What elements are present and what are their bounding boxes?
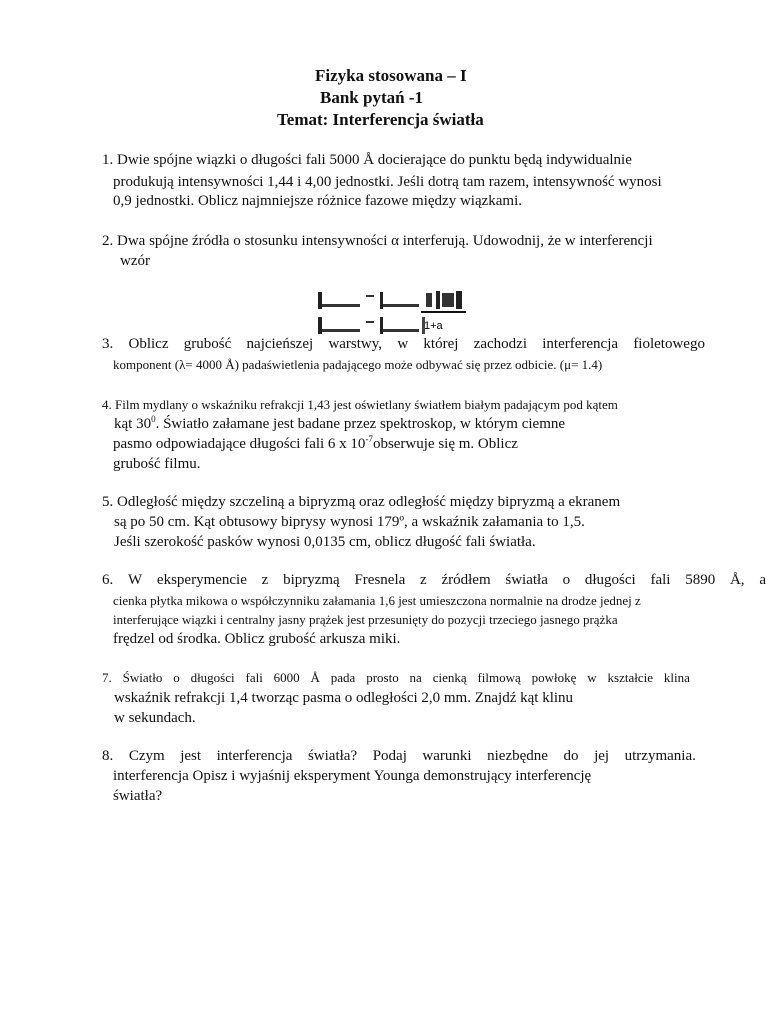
word: 5890 (685, 572, 716, 588)
question-1-line-3: 0,9 jednostki. Oblicz najmniejsze różnice fazowe między wiązkami. (113, 193, 523, 209)
question-6-line-1 (102, 572, 766, 589)
question-2-line-1: 2. Dwa spójne źródła o stosunku intensywności α interferują. Udowodnij, że w interferencji (102, 233, 653, 249)
word: na (409, 670, 422, 685)
word: prosto (366, 670, 399, 685)
question-4-line-2-post: . Światło załamane jest badane przez spektroskop, w którym ciemne (155, 416, 566, 432)
word: interferencja (542, 336, 619, 352)
word: warstwy, (328, 336, 383, 352)
question-4-line-4: grubość filmu. (113, 456, 201, 472)
word: kształcie (607, 670, 654, 685)
word: 8. (102, 748, 114, 764)
word: jej (594, 748, 610, 764)
word: Fresnela (354, 572, 406, 588)
question-2-line-2: wzór (120, 253, 150, 269)
word: z (261, 572, 269, 588)
exponent-superscript: -7 (365, 434, 373, 444)
word: 7. (102, 670, 112, 685)
word: o (173, 670, 180, 685)
topic-title: Temat: Interferencja światła (277, 110, 484, 129)
word: Światło (122, 670, 163, 685)
word: zachodzi (473, 336, 527, 352)
word: pada (330, 670, 356, 685)
word: Czym (128, 748, 165, 764)
word: fali (245, 670, 263, 685)
course-title: Fizyka stosowana – I (315, 66, 467, 85)
word: Å, (729, 572, 745, 588)
word: fioletowego (633, 336, 705, 352)
word: źródłem (441, 572, 491, 588)
formula-graphic (318, 291, 466, 335)
question-6-line-2: cienka płytka mikowa o współczynniku załamania 1,6 jest umieszczona normalnie na drodze jednej z (113, 593, 641, 608)
question-4-line-1: 4. Film mydlany o wskaźniku refrakcji 1,43 jest oświetlany światłem białym padającym pod kątem (102, 397, 618, 412)
question-8-line-1 (102, 748, 696, 765)
question-3-line-1 (102, 336, 705, 353)
word: 3. (102, 336, 114, 352)
question-8-line-2: interferencja Opisz i wyjaśnij eksperyment Younga demonstrujący interferencję (113, 768, 592, 784)
word: do (563, 748, 579, 764)
word: światła? (307, 748, 358, 764)
word: bipryzmą (283, 572, 340, 588)
word: powłokę (531, 670, 577, 685)
formula-image (318, 291, 466, 335)
word: Å (310, 670, 320, 685)
question-5-line-1: 5. Odległość między szczeliną a bipryzmą oraz odległość między bipryzmą a ekranem (102, 494, 621, 510)
word: w (397, 336, 409, 352)
question-6-line-4: frędzel od środka. Oblicz grubość arkusza miki. (113, 631, 401, 647)
degree-superscript: 0 (151, 414, 156, 424)
question-6-line-3: interferujące wiązki i centralny jasny prążek jest przesunięty do pozycji trzeciego jasnego prążka (113, 612, 618, 627)
word: jest (180, 748, 202, 764)
question-4-line-2 (114, 416, 565, 433)
word: utrzymania. (624, 748, 696, 764)
word: 6000 (273, 670, 300, 685)
question-4-line-3 (113, 436, 518, 453)
question-5-line-3: Jeśli szerokość pasków wynosi 0,0135 cm, oblicz długość fali światła. (114, 534, 536, 550)
word: warunki (422, 748, 472, 764)
word: najcieńszej (246, 336, 314, 352)
question-3-line-2: komponent (λ= 4000 Å) padaświetlenia padającego może odbywać się przez odbicie. (μ= 1.4) (113, 357, 603, 372)
question-7-line-2: wskaźnik refrakcji 1,4 tworząc pasma o odległości 2,0 mm. Znajdź kąt klinu (114, 690, 574, 706)
word: Oblicz (128, 336, 169, 352)
question-1-line-1: 1. Dwie spójne wiązki o długości fali 5000 Å docierające do punktu będą indywidualnie (102, 152, 632, 168)
word: długości (584, 572, 636, 588)
word: światła (505, 572, 548, 588)
question-8-line-3: światła? (113, 788, 163, 804)
word: Podaj (372, 748, 407, 764)
word: klina (663, 670, 690, 685)
question-5-line-2: są po 50 cm. Kąt obtusowy biprysy wynosi 179º, a wskaźnik załamania to 1,5. (114, 514, 585, 530)
question-7-line-3: w sekundach. (114, 710, 196, 726)
word: eksperymencie (156, 572, 247, 588)
word: grubość (183, 336, 232, 352)
word: której (423, 336, 459, 352)
word: filmową (477, 670, 521, 685)
formula-denominator-label: 1+a (424, 320, 443, 332)
word: W (128, 572, 143, 588)
question-4-line-2-pre: kąt 30 (114, 416, 152, 432)
question-bank-title: Bank pytań -1 (320, 88, 423, 107)
word: fali (650, 572, 671, 588)
question-4-line-3-pre: pasmo odpowiadające długości fali 6 x 10 (113, 436, 366, 452)
word: o (562, 572, 571, 588)
word: interferencja (216, 748, 293, 764)
word: w (587, 670, 597, 685)
word: 6. (102, 572, 114, 588)
question-1-line-2: produkują intensywności 1,44 i 4,00 jednostki. Jeśli dotrą tam razem, intensywność wynosi (113, 174, 662, 190)
word: z (420, 572, 427, 588)
word: a (759, 572, 766, 588)
word: niezbędne (487, 748, 548, 764)
question-7-line-1 (102, 670, 690, 686)
word: cienką (432, 670, 467, 685)
question-4-line-3-post: obserwuje się m. Oblicz (372, 436, 518, 452)
word: długości (190, 670, 235, 685)
